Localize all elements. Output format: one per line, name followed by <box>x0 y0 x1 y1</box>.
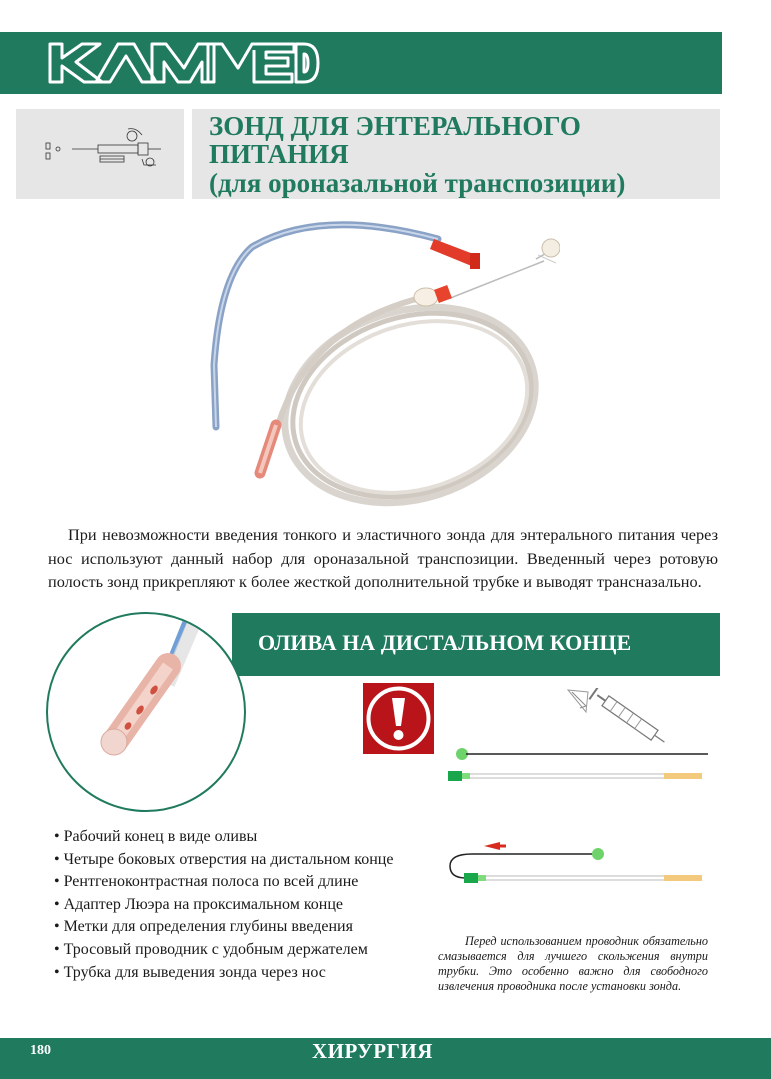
title-box <box>192 109 720 199</box>
intro-paragraph: При невозможности введения тонкого и эластичного зонда для энтерального питания через нос используют данный набор для ороназальной транспозиции. Введенный через ротовую полость зонд прикрепляют к более жесткой дополнительной трубке и выводят трансназально. <box>48 525 718 591</box>
feature-item: • Метки для определения глубины введения <box>54 916 393 939</box>
product-thumbnail <box>16 109 184 199</box>
page-number: 180 <box>30 1043 51 1058</box>
footer-section-title: ХИРУРГИЯ <box>312 1039 433 1063</box>
lubrication-note: Перед использованием проводник обязательно смазывается для лучшего скольжения внутри трубки. Это особенно важно для свободного извлечения проводника после установки зонда. <box>438 934 708 993</box>
withdrawal-diagram <box>440 836 720 892</box>
page-title-line-1: ЗОНД ДЛЯ ЭНТЕРАЛЬНОГО <box>209 111 581 141</box>
kanmed-logo <box>48 40 320 86</box>
section-title: ОЛИВА НА ДИСТАЛЬНОМ КОНЦЕ <box>258 630 632 655</box>
feature-item: • Рабочий конец в виде оливы <box>54 826 393 849</box>
page-subtitle: (для ороназальной транспозиции) <box>209 168 626 198</box>
exclamation-warning-icon <box>363 683 434 754</box>
feature-item: • Адаптер Люэра на проксимальном конце <box>54 894 393 917</box>
feature-item: • Тросовый проводник с удобным держателем <box>54 939 393 962</box>
page-title-line-2: ПИТАНИЯ <box>209 139 349 169</box>
feature-item: • Четыре боковых отверстия на дистальном конце <box>54 849 393 872</box>
feature-item: • Рентгеноконтрастная полоса по всей длине <box>54 871 393 894</box>
features-list <box>54 826 393 984</box>
feature-item: • Трубка для выведения зонда через нос <box>54 962 393 985</box>
product-photo <box>200 205 560 510</box>
lubrication-diagram <box>440 688 720 788</box>
tip-closeup-circle <box>46 612 246 812</box>
